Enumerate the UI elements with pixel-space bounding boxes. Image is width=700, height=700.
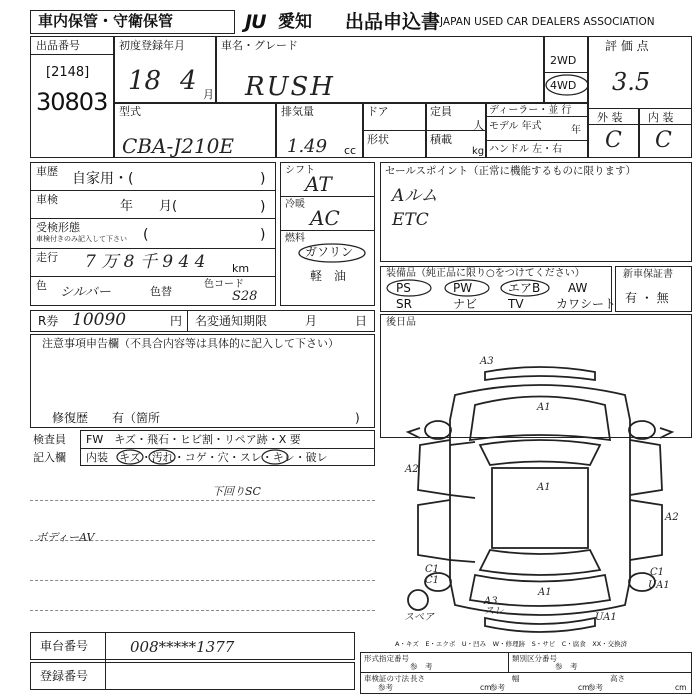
diag-label-spare: スペア (404, 612, 434, 623)
score-label: 評 価 点 (605, 39, 649, 53)
load-unit: kg (472, 146, 485, 157)
reg-label: 初度登録年月 (119, 39, 185, 52)
shift-value: AT (305, 172, 332, 196)
ac-label: 冷暖 (285, 199, 305, 210)
diag-label-c1-c: C1 (650, 567, 665, 578)
load-label: 積載 (430, 133, 452, 146)
length-cm: cm (480, 683, 492, 692)
equipment-item: エアB (508, 281, 541, 295)
diag-label-scuff: スレ (484, 606, 504, 617)
later-items-label: 後日品 (386, 317, 416, 328)
ju-logo: JU (245, 11, 266, 33)
height-cm: cm (675, 683, 687, 692)
form-ref-2: 参 考 (555, 662, 578, 671)
exterior-label: 外 装 (597, 111, 623, 124)
equipment-title: 装備品（純正品に限り○をつけてください） (386, 268, 585, 279)
diag-label-c1-b: C1 (425, 575, 440, 586)
exterior-grade: C (605, 128, 622, 153)
interior-grade: C (655, 128, 672, 153)
r-ticket-value: 10090 (72, 310, 127, 330)
inspector-fw-row: FW キズ・飛石・ヒビ割・リペア跡・X 要 (86, 433, 301, 446)
diag-label-a1-hood: A1 (537, 402, 551, 413)
capacity-unit: 人 (473, 119, 484, 132)
form-title: 出品申込書 (345, 11, 441, 33)
color-value: シルバー (60, 285, 111, 300)
association-name: JAPAN USED CAR DEALERS ASSOCIATION (440, 16, 655, 28)
type-open: ( (143, 227, 149, 243)
handle-label: ハンドル 左・右 (489, 144, 563, 155)
displacement-value: 1.49 (287, 136, 328, 157)
equipment-item: PS (396, 281, 411, 295)
mileage-label: 走行 (36, 251, 58, 264)
chassis-label: 車台番号 (40, 639, 89, 653)
sales-point-line1: Aルム (392, 186, 438, 206)
equipment-item: SR (396, 297, 412, 311)
due-day: 日 (355, 314, 368, 328)
length-label: 長さ (410, 674, 425, 683)
damage-legend: A・キズ E・エクボ U・凹み W・修理跡 S・サビ C・腐食 XX・交換済 (395, 640, 628, 648)
shape-label: 形状 (367, 133, 389, 146)
due-label: 名変通知期限 (195, 314, 268, 328)
month-unit: 月 (203, 88, 214, 101)
displacement-unit: cc (344, 144, 357, 157)
equipment-item: ナビ (453, 297, 478, 311)
warranty-options: 有 ・ 無 (625, 291, 669, 305)
inspector-note-2: ボディーAV (36, 531, 95, 544)
score-value: 3.5 (612, 68, 651, 96)
fuel-gas: ガソリン (305, 245, 354, 259)
drive-4wd: 4WD (550, 79, 577, 92)
color-label: 色 (36, 279, 47, 292)
interior-circles (110, 448, 330, 466)
diag-label-a3-front: A3 (480, 356, 494, 367)
shift-label: シフト (285, 165, 315, 176)
color-code: S28 (232, 289, 258, 304)
dims-ref-2: 参考 (490, 683, 505, 692)
yen-unit: 円 (170, 314, 183, 328)
history-label: 車歴 (36, 165, 58, 178)
form-number-label: 形式指定番号 (364, 654, 409, 663)
sales-point-title: セールスポイント（正常に機能するものに限ります） (385, 165, 637, 177)
diag-label-c1-a: C1 (425, 564, 440, 575)
r-ticket-label: R券 (38, 314, 59, 328)
inspection-label: 車検 (36, 193, 58, 206)
inspection-type-sub: 車検付きのみ記入して下さい (36, 235, 127, 243)
equipment-item: カワシート (556, 297, 617, 311)
dims-ref-1: 参考 (378, 683, 393, 692)
height-label: 高さ (610, 674, 625, 683)
repaint-label: 色替 (150, 285, 172, 298)
due-month: 月 (305, 314, 318, 328)
storage-badge-text: 車内保管・守衛保管 (38, 12, 174, 30)
model-year-label: モデル 年式 (489, 121, 542, 132)
inspection-type-label: 受検形態 (36, 221, 80, 234)
model-code: CBA-J210E (122, 134, 234, 158)
history-close: ) (260, 171, 266, 187)
drive-2wd: 2WD (550, 54, 577, 67)
drive-4wd-circle (544, 72, 590, 98)
inspector-note-1: 下回りSC (212, 485, 261, 498)
history-value: 自家用・( (72, 171, 134, 187)
mileage-value: 7 万 8 千 9 4 4 (85, 252, 206, 272)
form-ref-1: 参 考 (410, 662, 433, 671)
mileage-unit: km (232, 262, 250, 275)
diag-label-a2-left: A2 (405, 464, 419, 475)
sales-point-line2: ETC (392, 210, 429, 230)
width-label: 幅 (512, 674, 520, 683)
inspector-label-1: 検査員 (33, 433, 66, 446)
car-damage-diagram (380, 350, 692, 650)
equipment-circles (380, 279, 612, 297)
repair-label: 修復歴 有（箇所 (52, 411, 161, 425)
inspector-interior-row: 内装 キズ・汚れ・コゲ・穴・スレ・キレ・破レ (86, 451, 328, 464)
inspection-close: ) (260, 199, 266, 215)
fuel-diesel: 軽 油 (310, 269, 347, 283)
reg-year: 18 (128, 66, 162, 96)
org-name: 愛知 (278, 12, 312, 32)
chassis-value: 008*****1377 (130, 638, 235, 656)
year-unit: 年 (571, 125, 581, 136)
notes-title: 注意事項申告欄（不具合内容等は具体的に記入して下さい） (42, 337, 339, 350)
diag-label-a2-right: A2 (665, 512, 679, 523)
plate-label: 登録番号 (40, 669, 89, 683)
dims-label: 車検証の寸法 (364, 674, 409, 683)
ac-value: AC (310, 206, 340, 230)
equipment-item: TV (508, 297, 524, 311)
dealer-label: ディーラー・並 行 (489, 105, 572, 116)
door-label: ドア (367, 105, 389, 118)
diag-label-a1-roof: A1 (537, 482, 551, 493)
inspection-value: 年 月( (120, 199, 178, 214)
class-number-label: 類別区分番号 (512, 654, 557, 663)
diag-label-ua1-rear: UA1 (595, 612, 617, 623)
inspector-label-2: 記入欄 (33, 451, 66, 464)
dims-ref-3: 参考 (588, 683, 603, 692)
diag-label-ua1-right: UA1 (648, 580, 670, 591)
model-label: 型式 (119, 105, 141, 118)
name-label: 車名・グレード (221, 39, 298, 52)
fuel-label: 燃料 (285, 233, 305, 244)
width-cm: cm (578, 683, 590, 692)
type-close: ) (260, 227, 266, 243)
equipment-item: PW (453, 281, 473, 295)
color-code-label: 色コード (204, 279, 244, 290)
lot-label: 出品番号 (36, 39, 80, 52)
reg-month: 4 (180, 66, 197, 96)
diag-label-a3-rear: A3 (484, 596, 498, 607)
interior-label: 内 装 (648, 111, 674, 124)
warranty-label: 新車保証書 (623, 269, 673, 280)
displacement-label: 排気量 (281, 105, 314, 118)
repair-close: ) (355, 411, 360, 425)
equipment-item: AW (568, 281, 588, 295)
diag-label-a1-rear: A1 (538, 587, 552, 598)
capacity-label: 定員 (430, 105, 452, 118)
car-name: RUSH (245, 72, 335, 102)
lot-number: 30803 (36, 88, 108, 116)
lot-sub: [2148] (46, 65, 90, 80)
